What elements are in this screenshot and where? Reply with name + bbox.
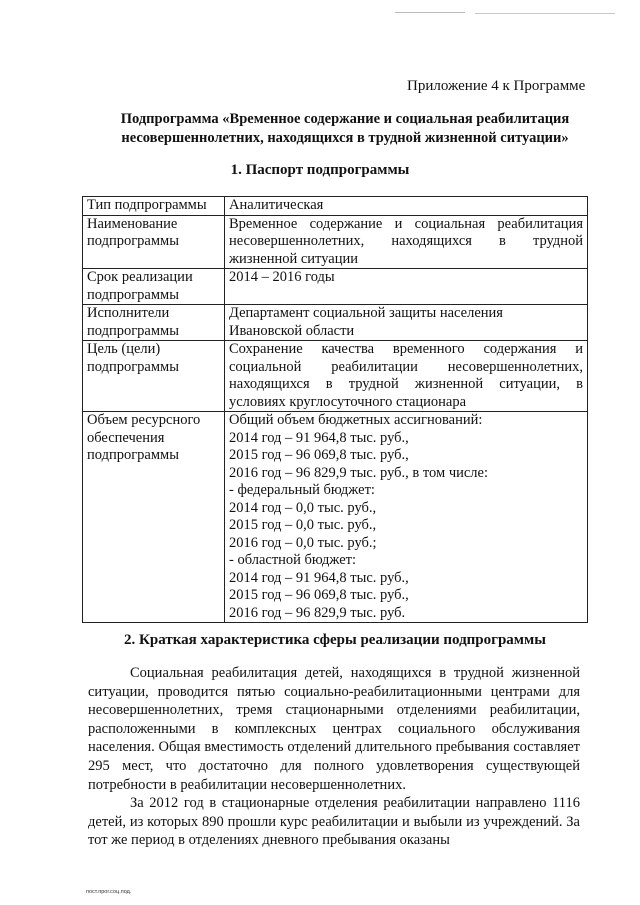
table-row <box>83 197 588 216</box>
cell-key: Тип подпрограммы <box>83 197 225 216</box>
funding-line: 2014 год – 91 964,8 тыс. руб., <box>229 569 409 586</box>
funding-line: Общий объем бюджетных ассигнований: <box>229 412 483 428</box>
table-row <box>83 215 588 269</box>
funding-line: 2015 год – 96 069,8 тыс. руб., <box>229 587 409 603</box>
funding-line: 2016 год – 96 829,9 тыс. руб. <box>229 604 406 621</box>
funding-line: 2016 год – 0,0 тыс. руб.; <box>229 534 377 551</box>
cell-value <box>225 412 588 623</box>
cell-value: Департамент социальной защиты населения Ивановской области <box>225 305 588 341</box>
table-row <box>83 341 588 412</box>
cell-key: Исполнители подпрограммы <box>83 305 225 341</box>
scan-artifact <box>395 12 465 13</box>
table-row <box>83 305 588 341</box>
funding-line: - областной бюджет: <box>229 552 357 568</box>
funding-line: - федеральный бюджет: <box>229 482 375 498</box>
section2-body <box>88 664 580 850</box>
scan-artifact <box>475 13 615 14</box>
footer-filename: пост.прог.соц.под. <box>86 889 132 895</box>
cell-key: Наименование подпрограммы <box>83 215 225 269</box>
funding-line: 2014 год – 0,0 тыс. руб., <box>229 499 377 516</box>
funding-line: 2015 год – 96 069,8 тыс. руб., <box>229 447 409 463</box>
annex-label: Приложение 4 к Программе <box>407 78 586 94</box>
funding-line: 2016 год – 96 829,9 тыс. руб., в том числе: <box>229 464 489 481</box>
passport-table <box>82 196 588 623</box>
section1-title: 1. Паспорт подпрограммы <box>230 162 410 178</box>
cell-value: 2014 – 2016 годы <box>225 269 588 305</box>
funding-line: 2015 год – 0,0 тыс. руб., <box>229 517 377 533</box>
paragraph: За 2012 год в стационарные отделения реабилитации направлено 1116 детей, из которых 890 прошли курс реабилитации и выбыли из учреждений. За тот же период в отделениях дневного пребывания оказаны <box>88 795 580 849</box>
cell-key: Срок реализации подпрограммы <box>83 269 225 305</box>
table-row <box>83 412 588 623</box>
paragraph: Социальная реабилитация детей, находящихся в трудной жизненной ситуации, проводится пятью социально-реабилитационными центрами для несовершеннолетних, тремя стационарными отделениями реабилитации, расположенными в комплексных центрах социального обслуживания населения. Общая вместимость отделений длительного пребывания составляет 295 мест, что достаточно для полного удовлетворения существующей потребности в реабилитации несовершеннолетних. <box>88 665 580 793</box>
table-row <box>83 269 588 305</box>
funding-line: 2014 год – 91 964,8 тыс. руб., <box>229 429 409 446</box>
section2-title: 2. Краткая характеристика сферы реализации подпрограммы <box>124 632 546 648</box>
cell-value: Временное содержание и социальная реабилитация несовершеннолетних, находящихся в трудной жизненной ситуации <box>225 215 588 269</box>
cell-key: Объем ресурсного обеспечения подпрограммы <box>83 412 225 623</box>
subprogram-title: Подпрограмма «Временное содержание и социальная реабилитация несовершеннолетних, находящихся в трудной жизненной ситуации» <box>120 111 570 146</box>
cell-value: Аналитическая <box>225 197 588 216</box>
cell-value: Сохранение качества временного содержания и социальной реабилитации несовершеннолетних, находящихся в трудной жизненной ситуации, в условиях круглосуточного стационара <box>225 341 588 412</box>
cell-key: Цель (цели) подпрограммы <box>83 341 225 412</box>
